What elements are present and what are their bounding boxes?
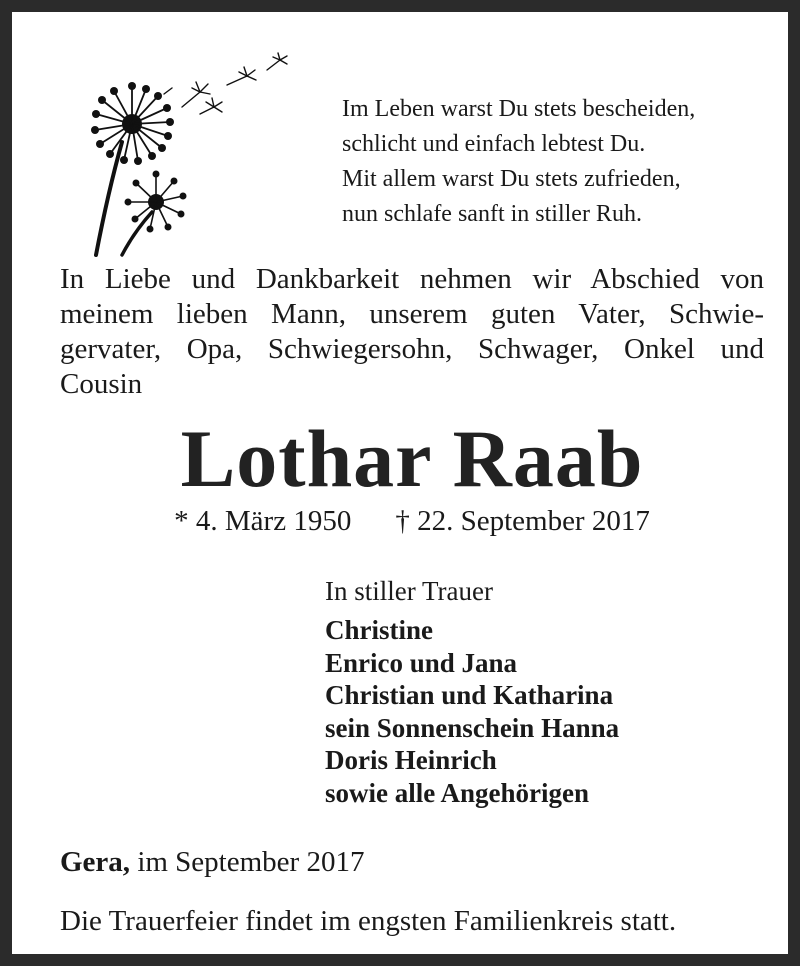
funeral-note: Die Trauerfeier findet im engsten Familienkreis statt. bbox=[60, 905, 677, 937]
mourners-lead: In stiller Trauer bbox=[325, 576, 493, 606]
dandelion-illustration bbox=[82, 52, 302, 257]
poem bbox=[342, 92, 695, 232]
life-dates bbox=[12, 503, 800, 539]
poem-line: nun schlafe sanft in stiller Ruh. bbox=[342, 201, 642, 227]
place-city: Gera, bbox=[60, 846, 131, 878]
mourner-name: Doris Heinrich bbox=[325, 745, 497, 775]
dandelion-icon bbox=[91, 53, 287, 255]
mourner-name: sowie alle Angehörigen bbox=[325, 777, 589, 808]
mourners-list bbox=[325, 614, 619, 809]
place-month: im September 2017 bbox=[130, 846, 365, 878]
intro-line: gervater, Opa, Schwiegersohn, Schwager, Onkel und bbox=[60, 333, 764, 365]
intro-line: In Liebe und Dankbarkeit nehmen wir Abschied von bbox=[60, 263, 764, 295]
intro-text bbox=[60, 262, 764, 402]
poem-line: Im Leben warst Du stets bescheiden, bbox=[342, 96, 696, 122]
poem-line: schlicht und einfach lebtest Du. bbox=[342, 131, 646, 157]
death-date: † 22. September 2017 bbox=[395, 505, 650, 537]
mourner-name: Christian und Katharina bbox=[325, 680, 614, 710]
intro-line: Cousin bbox=[60, 368, 143, 400]
birth-date: * 4. März 1950 bbox=[174, 505, 352, 537]
place-date bbox=[60, 844, 364, 880]
mourner-name: Christine bbox=[325, 615, 433, 645]
poem-line: Mit allem warst Du stets zufrieden, bbox=[342, 166, 681, 192]
mourners-block bbox=[325, 574, 619, 809]
mourner-name: sein Sonnenschein Hanna bbox=[325, 712, 620, 743]
mourner-name: Enrico und Jana bbox=[325, 647, 518, 678]
intro-line: meinem lieben Mann, unserem guten Vater, Schwie- bbox=[60, 298, 764, 330]
deceased-name: Lothar Raab bbox=[180, 413, 644, 504]
